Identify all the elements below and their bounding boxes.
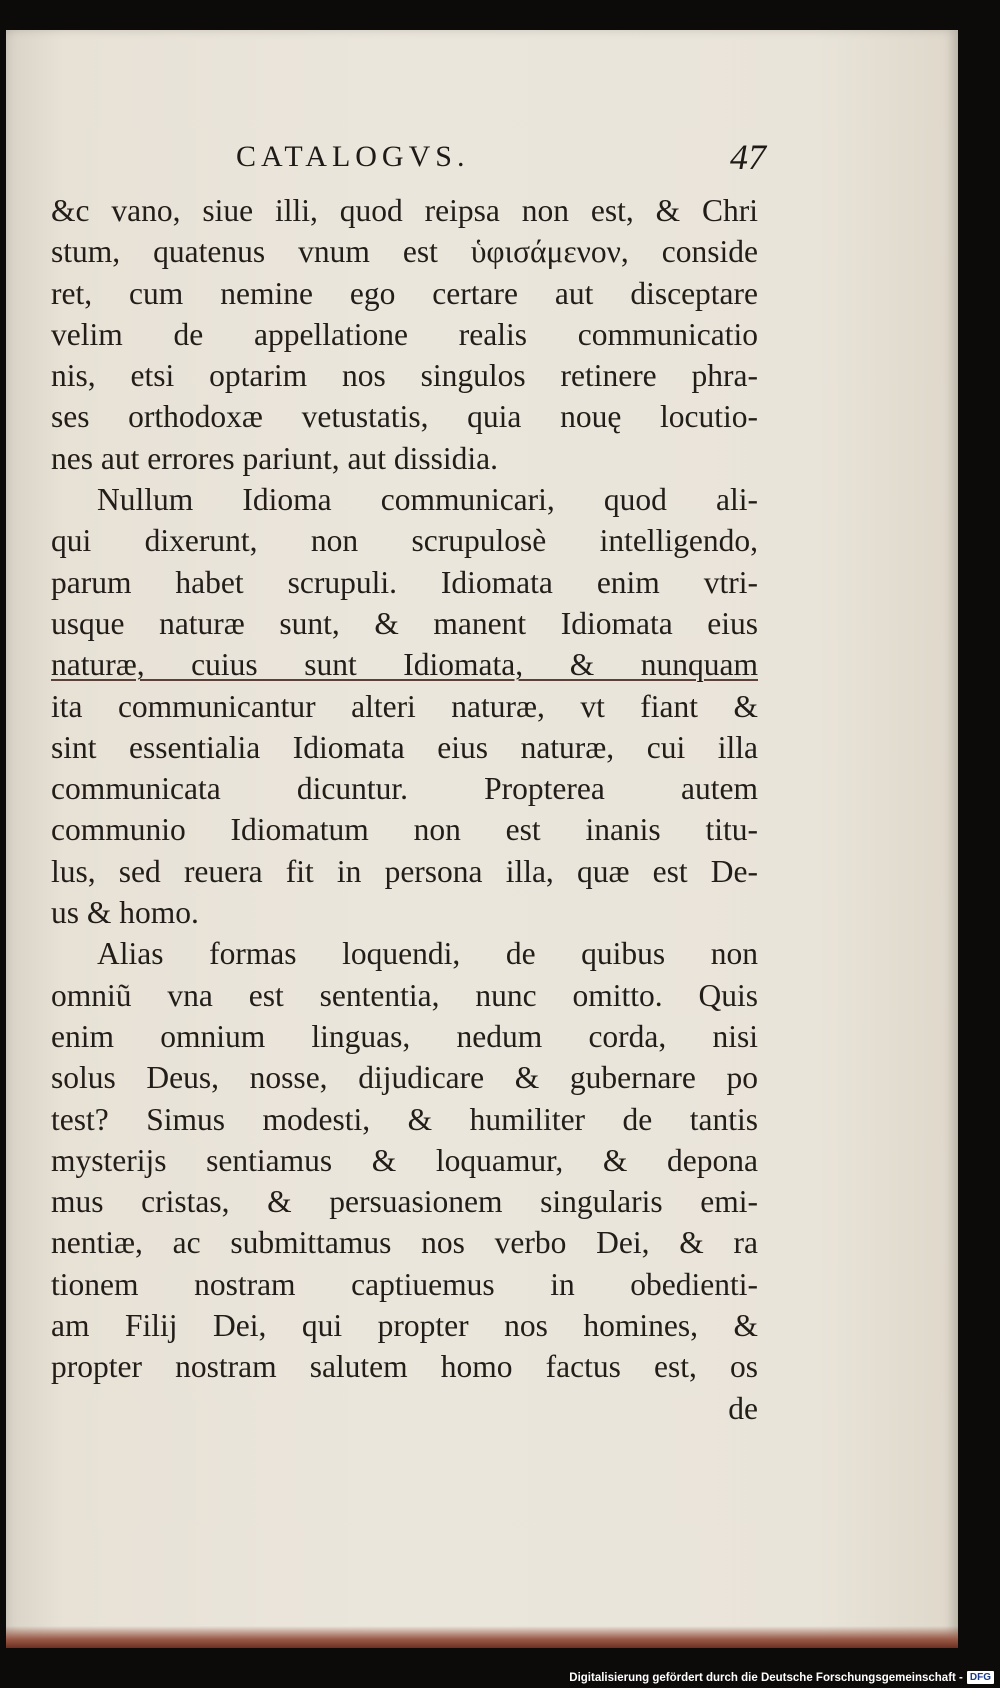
- running-title: CATALOGVS.: [236, 140, 470, 173]
- text-line-underlined: naturæ, cuius sunt Idiomata, & nunquam: [51, 647, 758, 683]
- text-line: qui dixerunt, non scrupulosè intelligendo,: [51, 523, 758, 559]
- page-header: [236, 137, 766, 180]
- text-line: velim de appellatione realis communicatio: [51, 316, 758, 352]
- text-line: usque naturæ sunt, & manent Idiomata eius: [51, 605, 758, 641]
- text-line: solus Deus, nosse, dijudicare & gubernare po: [51, 1060, 758, 1096]
- text-line: us & homo.: [51, 895, 199, 931]
- text-line: am Filij Dei, qui propter nos homines, &: [51, 1308, 758, 1344]
- text-line: lus, sed reuera fit in persona illa, quæ est De-: [51, 853, 758, 889]
- text-line: mus cristas, & persuasionem singularis emi-: [51, 1184, 758, 1220]
- text-line: mysterijs sentiamus & loquamur, & depona: [51, 1142, 758, 1178]
- catchword: de: [728, 1390, 758, 1426]
- text-line: omniũ vna est sententia, nunc omitto. Quis: [51, 977, 758, 1013]
- text-line: nis, etsi optarim nos singulos retinere phra-: [51, 358, 758, 394]
- text-line: tionem nostram captiuemus in obedienti-: [51, 1266, 758, 1302]
- text-line: enim omnium linguas, nedum corda, nisi: [51, 1018, 758, 1054]
- credit-text: Digitalisierung gefördert durch die Deutsche Forschungsgemeinschaft -: [569, 1671, 963, 1684]
- text-line: communio Idiomatum non est inanis titu-: [51, 812, 758, 848]
- digitization-credit: [569, 1671, 994, 1684]
- text-line: parum habet scrupuli. Idiomata enim vtri-: [51, 564, 758, 600]
- page-number: 47: [730, 137, 766, 177]
- text-line: sint essentialia Idiomata eius naturæ, cui illa: [51, 729, 758, 765]
- text-line: nentiæ, ac submittamus nos verbo Dei, & ra: [51, 1225, 758, 1261]
- text-line: nes aut errores pariunt, aut dissidia.: [51, 440, 498, 476]
- text-line-paragraph-start: Alias formas loquendi, de quibus non: [97, 936, 758, 972]
- text-block: [51, 190, 758, 1429]
- text-line-paragraph-start: Nullum Idioma communicari, quod ali-: [97, 482, 758, 518]
- text-line: test? Simus modesti, & humiliter de tantis: [51, 1101, 758, 1137]
- dfg-logo: DFG: [967, 1671, 994, 1684]
- text-line: propter nostram salutem homo factus est, os: [51, 1349, 758, 1385]
- text-line: communicata dicuntur. Propterea autem: [51, 771, 758, 807]
- text-line: stum, quatenus vnum est ὑφισάμενον, conside: [51, 234, 758, 270]
- text-line: ses orthodoxæ vetustatis, quia nouę locutio-: [51, 399, 758, 435]
- text-line: ret, cum nemine ego certare aut disceptare: [51, 275, 758, 311]
- text-line: &c vano, siue illi, quod reipsa non est, & Chri: [51, 193, 758, 228]
- book-page: [6, 30, 958, 1648]
- text-line: ita communicantur alteri naturæ, vt fiant &: [51, 688, 758, 724]
